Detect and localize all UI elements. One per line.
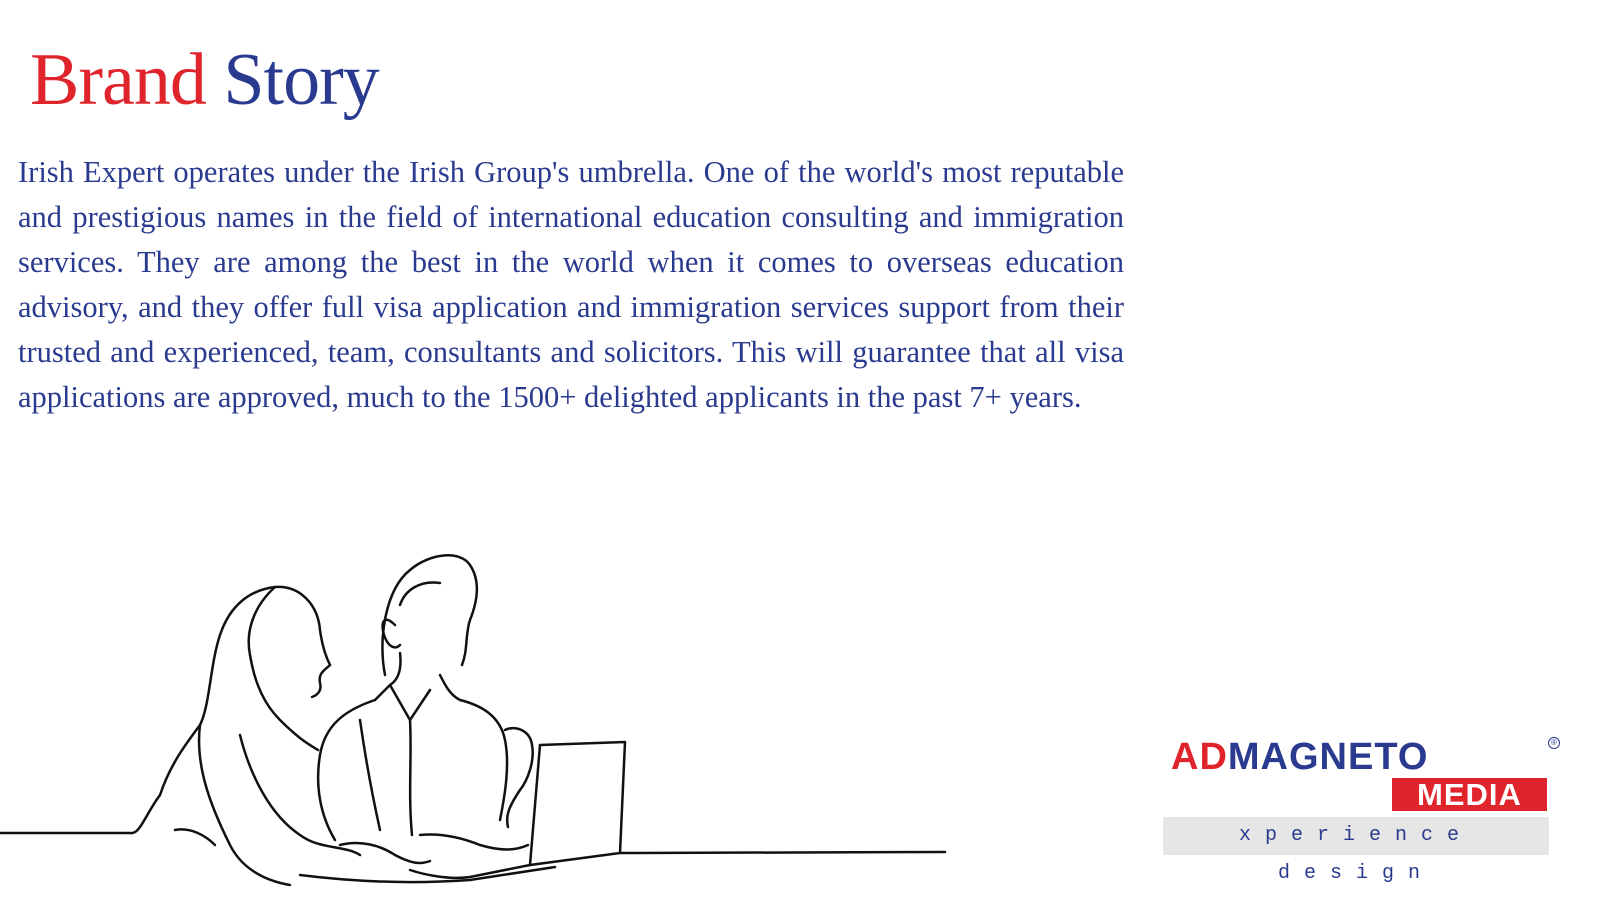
logo-magneto: MAGNETO <box>1227 736 1429 778</box>
logo-media-badge: MEDIA <box>1392 778 1547 811</box>
logo-tagline: xperience design <box>1163 817 1549 855</box>
brand-story-paragraph: Irish Expert operates under the Irish Group's umbrella. One of the world's most reputable and prestigious names in the field of international education consulting and immigration services. They are among the best in the world when it comes to overseas education advisory, and they offer full visa application and immigration services support from their trusted and experienced, team, consultants and solicitors. This will guarantee that all visa applications are approved, much to the 1500+ delighted applicants in the past 7+ years. <box>18 155 1124 414</box>
admagneto-media-logo <box>1163 735 1563 885</box>
title-word-story: Story <box>223 39 379 121</box>
page-title <box>30 40 379 121</box>
consultation-line-art-illustration <box>0 545 960 895</box>
logo-wordmark <box>1171 735 1428 779</box>
registered-mark: ® <box>1548 737 1560 749</box>
title-word-brand: Brand <box>30 39 206 121</box>
logo-ad: AD <box>1171 736 1228 778</box>
